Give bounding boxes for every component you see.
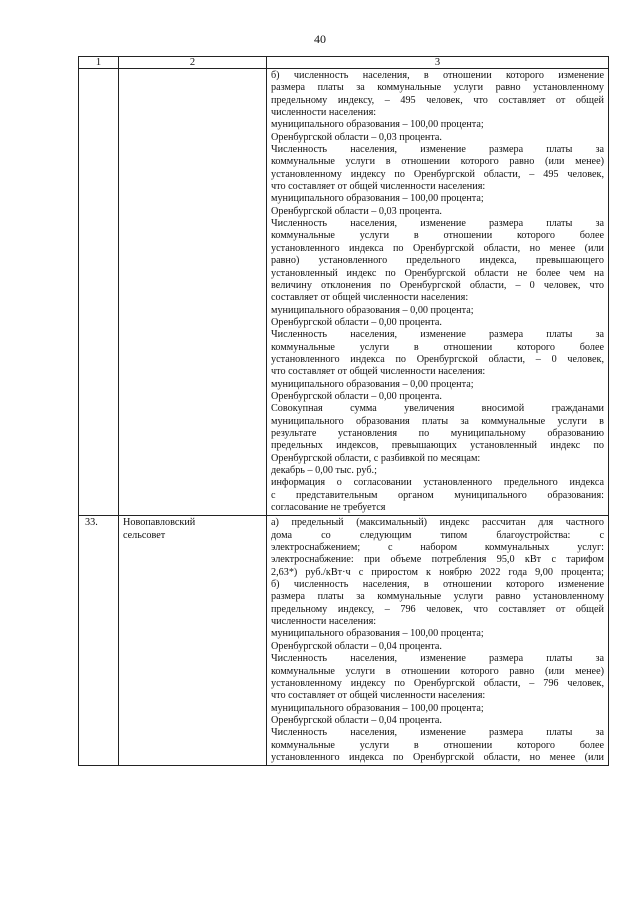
content-line: муниципального образования платы за коммунальные услуги в (271, 415, 604, 427)
content-line: Оренбургской области – 0,04 процента. (271, 640, 442, 652)
content-line: Численность населения, изменение размера платы за (271, 329, 604, 341)
header-col-3: 3 (267, 57, 609, 69)
content-line: равно) установленного предельного индекса, превышающего (271, 255, 604, 267)
header-col-1: 1 (79, 57, 119, 69)
content-line: коммунальные услуги в отношении которого равно (или менее) (271, 156, 604, 168)
content-line: коммунальные услуги в отношении которого более (271, 739, 604, 751)
content-line: 2,63*) руб./кВт·ч с приростом к ноябрю 2022 года 9,00 процента; (271, 566, 604, 578)
content-line: Численность населения, изменение размера платы за (271, 144, 604, 156)
content-line: Оренбургской области, с разбивкой по месяцам: (271, 452, 481, 464)
content-line: численности населения: (271, 107, 377, 119)
content-line: коммунальные услуги в отношении которого более (271, 230, 604, 242)
content-line: б) численность населения, в отношении которого изменение (271, 70, 604, 81)
row-name-line: сельсовет (123, 529, 166, 541)
content-line: установленному индексу по Оренбургской области, – 796 человек, (271, 677, 604, 689)
content-line: муниципального образования – 0,00 процента; (271, 378, 474, 390)
content-line: численности населения: (271, 616, 377, 628)
content-line: Совокупная сумма увеличения вносимой гражданами (271, 403, 604, 415)
content-line: размера платы за коммунальные услуги равно установленному (271, 591, 604, 603)
content-line: установленный индекс по Оренбургской области не более чем на (271, 267, 604, 279)
content-line: что составляет от общей численности населения: (271, 690, 486, 702)
header-col-2: 2 (119, 57, 267, 69)
content-line: коммунальные услуги в отношении которого более (271, 341, 604, 353)
content-line: муниципального образования – 100,00 процента; (271, 193, 484, 205)
row-name (119, 516, 267, 766)
content-line: б) численность населения, в отношении которого изменение (271, 579, 604, 591)
content-line: согласование не требуется (271, 502, 386, 514)
content-line: Оренбургской области – 0,04 процента. (271, 714, 442, 726)
row-name-line: Новопавловский (123, 517, 196, 529)
content-line: установленному индексу по Оренбургской области, – 495 человек, (271, 168, 604, 180)
content-line: размера платы за коммунальные услуги равно установленному (271, 82, 604, 94)
content-line: установленного индекса по Оренбургской области, но менее (или (271, 242, 604, 254)
row-content (267, 516, 609, 766)
content-line: что составляет от общей численности населения: (271, 366, 486, 378)
content-line: Оренбургской области – 0,00 процента. (271, 390, 442, 402)
content-line: Оренбургской области – 0,03 процента. (271, 205, 442, 217)
content-line: величину отклонения по Оренбургской области, – 0 человек, что (271, 279, 604, 291)
row-name (119, 69, 267, 516)
content-line: муниципального образования – 100,00 процента; (271, 119, 484, 131)
content-line: Оренбургской области – 0,00 процента. (271, 316, 442, 328)
table-header-row (79, 57, 609, 69)
content-line: информация о согласовании установленного предельного индекса (271, 477, 604, 489)
content-line: электроснабжением; с набором коммунальных услуг: (271, 542, 604, 554)
content-line: Оренбургской области – 0,03 процента. (271, 131, 442, 143)
content-line: Численность населения, изменение размера платы за (271, 218, 604, 230)
data-table (78, 56, 609, 766)
table-row (79, 69, 609, 516)
content-line: установленного индекса по Оренбургской области, – 0 человек, (271, 353, 604, 365)
content-line: составляет от общей численности населения: (271, 292, 469, 304)
content-line: а) предельный (максимальный) индекс рассчитан для частного (271, 517, 604, 529)
content-line: коммунальные услуги в отношении которого равно (или менее) (271, 665, 604, 677)
row-number: 33. (79, 516, 119, 766)
content-line: дома со следующим типом благоустройства: с (271, 529, 604, 541)
content-line: что составляет от общей численности населения: (271, 181, 486, 193)
content-line: Численность населения, изменение размера платы за (271, 653, 604, 665)
content-line: предельному индексу, – 796 человек, что составляет от общей (271, 603, 604, 615)
row-content (267, 69, 609, 516)
table-row (79, 516, 609, 766)
content-line: предельных индексов, превышающих установленный индекс по (271, 440, 604, 452)
content-line: муниципального образования – 100,00 процента; (271, 628, 484, 640)
content-line: декабрь – 0,00 тыс. руб.; (271, 465, 377, 476)
content-line: результате установления по муниципальному образованию (271, 427, 604, 439)
content-line: установленного индекса по Оренбургской области, но менее (или (271, 751, 604, 763)
content-line: муниципального образования – 100,00 процента; (271, 702, 484, 714)
row-number (79, 69, 119, 516)
content-line: с представительным органом муниципального образования: (271, 489, 604, 501)
page-number: 40 (314, 32, 326, 46)
content-line: муниципального образования – 0,00 процента; (271, 304, 474, 316)
content-line: Численность населения, изменение размера платы за (271, 727, 604, 739)
content-line: предельному индексу, – 495 человек, что составляет от общей (271, 94, 604, 106)
content-line: электроснабжение: при объеме потребления 95,0 кВт с тарифом (271, 554, 604, 566)
